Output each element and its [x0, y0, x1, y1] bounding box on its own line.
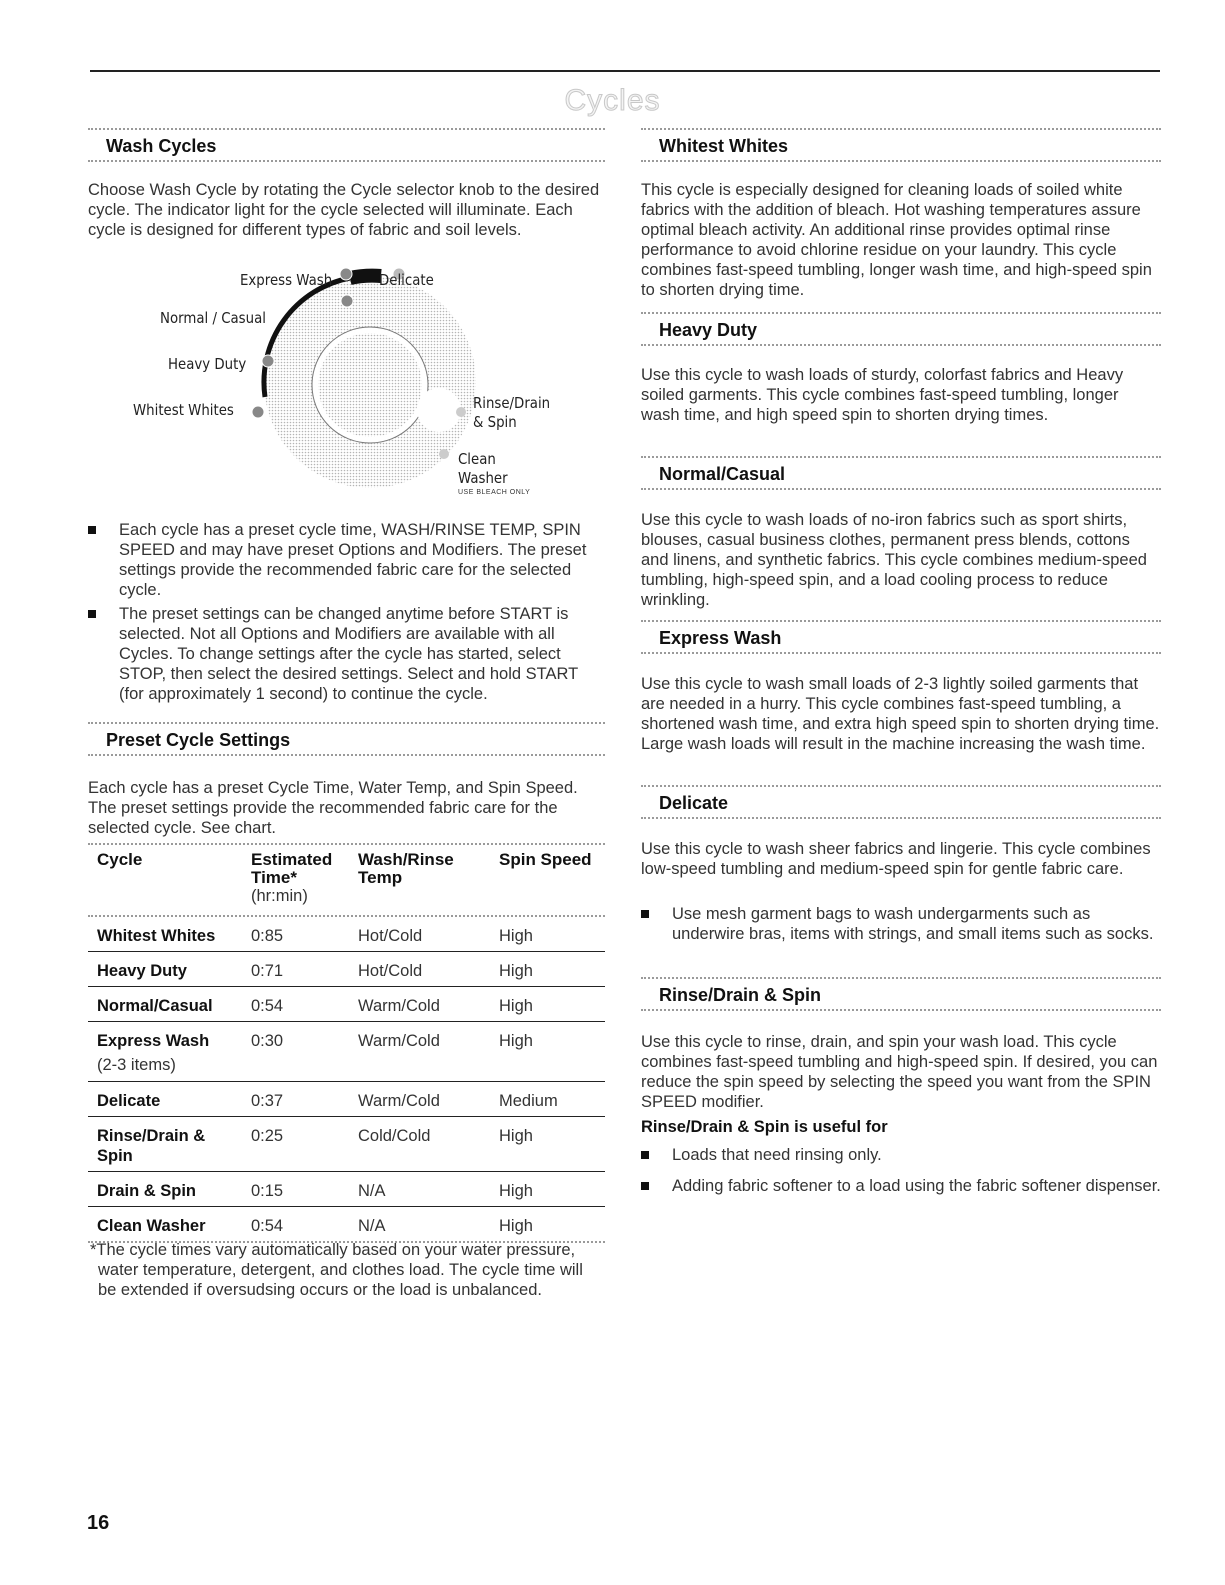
wash-cycles-intro: Choose Wash Cycle by rotating the Cycle selector knob to the desired cycle. The indicator light for the cycle selected will illuminate. Each cycle is designed for different types of fabric and soil levels.: [88, 181, 600, 239]
cell-spin: High: [499, 1032, 533, 1050]
delicate-title: Delicate: [659, 793, 729, 813]
preset-intro: Each cycle has a preset Cycle Time, Water Temp, and Spin Speed. The preset settings provide the recommended fabric care for the selected cycle. See chart.: [88, 779, 578, 837]
cell-spin: High: [499, 1182, 533, 1200]
cell-cycle: [97, 961, 187, 981]
clean-washer-indicator: [439, 449, 449, 459]
cycle-name: Clean Washer: [97, 1217, 206, 1235]
cell-cycle: [97, 1126, 205, 1166]
cycle-selector-dial: [88, 265, 605, 505]
col-temp-2: Temp: [358, 868, 403, 887]
delicate-heading: [641, 785, 1161, 819]
cycle-name: Normal/Casual: [97, 997, 213, 1015]
rinse-drain-bullets: [641, 1145, 1161, 1200]
cell-cycle: [97, 1181, 196, 1201]
cell-time: 0:25: [251, 1127, 284, 1145]
rinse-drain-label: Rinse/Drain: [473, 394, 551, 412]
table-row: [88, 1082, 605, 1117]
cell-temp: Hot/Cold: [358, 962, 423, 980]
preset-heading: [88, 722, 605, 756]
dial-knob-notch: [417, 388, 461, 432]
heavy-duty-indicator: [262, 355, 274, 367]
dial-arc-top: [350, 276, 381, 278]
delicate-bullets: [641, 904, 1161, 948]
table-row: [88, 1207, 605, 1243]
table-row: [88, 987, 605, 1022]
table-row: [88, 917, 605, 952]
cell-temp: N/A: [358, 1182, 386, 1200]
normal-casual-title: Normal/Casual: [659, 464, 786, 484]
cell-temp: N/A: [358, 1217, 386, 1235]
rinse-drain-spin-label: & Spin: [473, 413, 517, 431]
table-row: [88, 1172, 605, 1207]
list-item: Each cycle has a preset cycle time, WASH/RINSE TEMP, SPIN SPEED and may have preset Options and Modifiers. The preset settings provide the recommended fabric care for the selected cycle.: [88, 520, 605, 600]
express-wash-body: Use this cycle to wash small loads of 2-3 lightly soiled garments that are needed in a hurry. This cycle combines fast-speed tumbling, a shortened wash time, and extra high speed spin to shorten drying time. Large wash loads will result in the machine increasing the wash time.: [641, 675, 1160, 753]
col-time-3: (hr:min): [251, 887, 308, 905]
heavy-duty-body: Use this cycle to wash loads of sturdy, colorfast fabrics and Heavy soiled garments. This cycle combines fast-speed tumbling, longer wash time, and high speed spin to shorten drying times.: [641, 366, 1124, 424]
cell-spin: High: [499, 927, 533, 945]
rinse-drain-subhead: Rinse/Drain & Spin is useful for: [641, 1118, 888, 1136]
col-time-2: Time*: [251, 868, 297, 887]
rinse-drain-heading: [641, 977, 1161, 1011]
washer-label: Washer: [458, 469, 508, 487]
express-wash-heading: [641, 620, 1161, 654]
cell-time: 0:71: [251, 962, 284, 980]
dial-knob-face: [318, 333, 422, 437]
preset-title: Preset Cycle Settings: [106, 730, 291, 750]
cycle-name: Rinse/Drain &: [97, 1127, 206, 1145]
col-spin: Spin Speed: [499, 850, 592, 869]
whitest-whites-body: This cycle is especially designed for cleaning loads of soiled white fabrics with the addition of bleach. Hot washing temperatures assure optimal bleach activity. An additional rinse provides optimal rinse performance to avoid chlorine residue on your laundry. This cycle combines fast-speed tumbling, longer wash time, and high-speed spin to shorten drying time.: [641, 181, 1152, 299]
dial-graphic: [88, 265, 605, 505]
heavy-duty-title: Heavy Duty: [659, 320, 758, 340]
cell-spin: High: [499, 1127, 533, 1145]
wash-cycles-bullets: [88, 520, 605, 708]
cell-temp: Warm/Cold: [358, 1092, 440, 1110]
col-time: [251, 850, 333, 905]
page-number: 16: [87, 1512, 110, 1534]
col-time-1: Estimated: [251, 850, 333, 869]
rinse-drain-body: Use this cycle to rinse, drain, and spin your wash load. This cycle combines fast-speed tumbling and high-speed spin. If desired, you can reduce the spin speed by selecting the speed you want from the SPIN SPEED modifier.: [641, 1033, 1158, 1111]
cycle-name: Drain & Spin: [97, 1182, 197, 1200]
cell-spin: High: [499, 997, 533, 1015]
page-title: Cycles: [564, 84, 661, 117]
cell-time: 0:54: [251, 1217, 284, 1235]
cell-time: 0:30: [251, 1032, 284, 1050]
wash-cycles-title: Wash Cycles: [106, 136, 217, 156]
cell-temp: Cold/Cold: [358, 1127, 431, 1145]
rinse-drain-title: Rinse/Drain & Spin: [659, 985, 822, 1005]
cycle-sub: Spin: [97, 1147, 133, 1165]
express-wash-label: Express Wash: [240, 271, 333, 289]
delicate-body: Use this cycle to wash sheer fabrics and lingerie. This cycle combines low-speed tumbling and medium-speed spin for gentle fabric care.: [641, 840, 1151, 878]
table-footnote: *The cycle times vary automatically based on your water pressure, water temperature, detergent, and clothes load. The cycle time will be extended if oversudsing occurs or the load is unbalanced.: [90, 1241, 583, 1299]
cycle-name: Express Wash: [97, 1032, 210, 1050]
cycle-name: Heavy Duty: [97, 962, 187, 980]
whitest-whites-indicator: [252, 406, 264, 418]
heavy-duty-label: Heavy Duty: [168, 355, 247, 373]
express-wash-indicator: [340, 268, 352, 280]
normal-casual-heading: [641, 456, 1161, 490]
express-wash-title: Express Wash: [659, 628, 782, 648]
list-item: Loads that need rinsing only.: [641, 1145, 1161, 1165]
list-item: Use mesh garment bags to wash undergarments such as underwire bras, items with strings, and small items such as socks.: [641, 904, 1161, 944]
table-body: [88, 917, 605, 1243]
list-item: Adding fabric softener to a load using the fabric softener dispenser.: [641, 1176, 1161, 1196]
cell-cycle: [97, 926, 215, 946]
cell-spin: Medium: [499, 1092, 558, 1110]
col-temp-1: Wash/Rinse: [358, 850, 454, 869]
cell-spin: High: [499, 962, 533, 980]
cell-cycle: [97, 1216, 206, 1236]
cycle-name: Whitest Whites: [97, 927, 216, 945]
cell-temp: Warm/Cold: [358, 997, 440, 1015]
wash-cycles-heading: [88, 128, 605, 162]
table-header: [88, 843, 605, 917]
list-item: The preset settings can be changed anytime before START is selected. Not all Options and Modifiers are available with all Cycles. To change settings after the cycle has started, select STOP, then select the desired settings. Select and hold START (for approximately 1 second) to continue the cycle.: [88, 604, 605, 704]
cell-temp: Warm/Cold: [358, 1032, 440, 1050]
cell-time: 0:54: [251, 997, 284, 1015]
normal-casual-label: Normal / Casual: [160, 309, 266, 327]
rinse-drain-indicator: [456, 407, 466, 417]
cycle-sub: (2-3 items): [97, 1056, 176, 1074]
table-row: [88, 1117, 605, 1172]
heavy-duty-heading: [641, 312, 1161, 346]
table-row: [88, 1022, 605, 1082]
normal-casual-body: Use this cycle to wash loads of no-iron fabrics such as sport shirts, blouses, casual business clothes, permanent press blends, cottons and linens, and synthetic fabrics. This cycle combines medium-speed tumbling, high-speed spin, and a load cooling process to reduce wrinkling.: [641, 511, 1147, 609]
delicate-label: Delicate: [379, 271, 434, 289]
whitest-whites-label: Whitest Whites: [133, 401, 234, 419]
cell-time: 0:37: [251, 1092, 284, 1110]
use-bleach-label: USE BLEACH ONLY: [458, 489, 531, 496]
normal-casual-indicator: [341, 295, 353, 307]
whitest-whites-heading: [641, 128, 1161, 162]
cell-temp: Hot/Cold: [358, 927, 423, 945]
top-rule: [90, 70, 1160, 72]
table-row: [88, 952, 605, 987]
preset-table: [88, 843, 605, 1243]
whitest-whites-title: Whitest Whites: [659, 136, 788, 156]
cell-time: 0:85: [251, 927, 284, 945]
cell-cycle: [97, 1091, 160, 1111]
col-cycle: Cycle: [97, 850, 143, 869]
cell-cycle: [97, 996, 213, 1016]
cycle-name: Delicate: [97, 1092, 161, 1110]
col-temp: [358, 851, 454, 887]
cell-cycle: [97, 1031, 209, 1075]
cell-spin: High: [499, 1217, 533, 1235]
clean-label: Clean: [458, 450, 496, 468]
cell-time: 0:15: [251, 1182, 284, 1200]
